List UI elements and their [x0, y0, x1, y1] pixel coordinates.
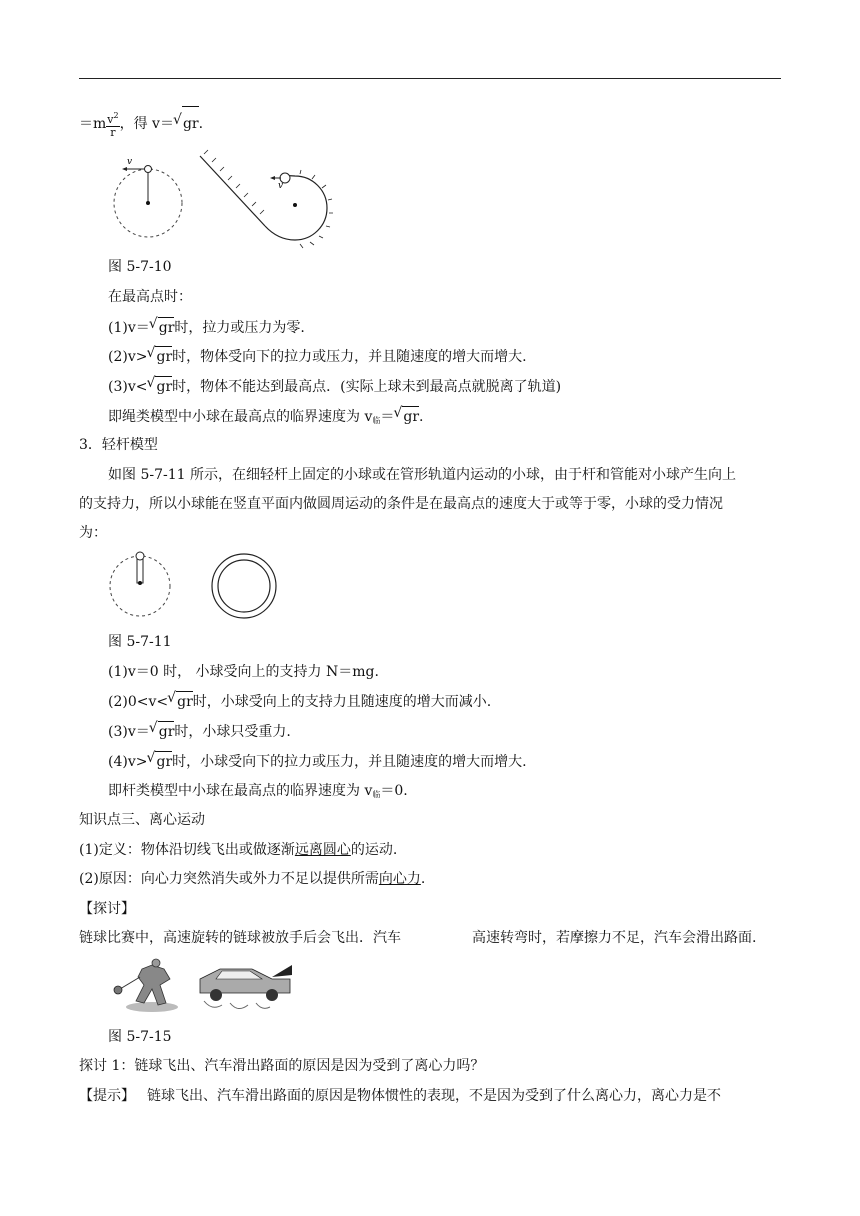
condition-1: (1)v＝0 时， 小球受向上的支持力 N＝mg.: [108, 664, 379, 680]
tube-outer: [212, 554, 276, 618]
discuss-tag: 【探讨】: [79, 901, 135, 917]
car-image: [200, 965, 292, 1009]
hammer-thrower-image: [114, 959, 178, 1012]
figure-caption: 图 5-7-10: [108, 259, 172, 275]
figure-caption: 图 5-7-15: [108, 1029, 172, 1045]
velocity-label-2: v: [278, 181, 284, 191]
paragraph: 如图 5-7-11 所示，在细轻杆上固定的小球或在管形轨道内运动的小球，由于杆和管能对小球产生向上: [108, 467, 736, 483]
question: 探讨 1：链球飞出、汽车滑出路面的原因是因为受到了离心力吗？: [79, 1058, 485, 1074]
paragraph: 为：: [79, 525, 107, 541]
conclusion: 即杆类模型中小球在最高点的临界速度为 $v_临=0$.: [108, 783, 408, 799]
paragraph: 在最高点时：: [108, 289, 192, 305]
section-heading: 3．轻杆模型: [79, 437, 158, 453]
condition-4: (4)v>√ gr时，小球受向下的拉力或压力，并且随速度的增大而增大.: [108, 751, 527, 772]
section-heading: 知识点三、离心运动: [79, 812, 205, 828]
header-rule: [79, 78, 781, 79]
condition-3: (3)v＝√ gr时，小球只受重力.: [108, 721, 291, 742]
hint: [79, 1086, 721, 1106]
figure-5-7-11: [104, 550, 284, 622]
cause: (2)原因：向心力突然消失或外力不足以提供所需向心力.: [79, 871, 426, 887]
fraction: $\frac{v^2}{r}$: [107, 110, 119, 139]
tube-inner: [218, 560, 270, 612]
hint-text: 链球飞出、汽车滑出路面的原因是物体惯性的表现，不是因为受到了什么离心力，离心力是不: [147, 1088, 721, 1104]
condition-2: (2)v>√ gr时，物体受向下的拉力或压力，并且随速度的增大而增大.: [108, 346, 527, 367]
velocity-label: v: [127, 157, 133, 167]
figure-5-7-10: [100, 148, 350, 248]
track-ramp: [200, 156, 265, 226]
rod: [137, 557, 143, 583]
hint-tag: 【提示】: [79, 1088, 135, 1104]
track-loop: [265, 176, 327, 240]
paragraph: 的支持力，所以小球能在竖直平面内做圆周运动的条件是在最高点的速度大于或等于零，小球的受力情况: [79, 496, 723, 512]
paragraph: 链球比赛中，高速旋转的链球被放手后会飞出．汽车: [79, 930, 401, 946]
definition: (1)定义：物体沿切线飞出或做逐渐远离圆心的运动.: [79, 842, 398, 858]
condition-2: (2)0<v<√ gr时，小球受向上的支持力且随速度的增大而减小.: [108, 691, 491, 712]
condition-3: (3)v<√ gr时，物体不能达到最高点．(实际上球未到最高点就脱离了轨道): [108, 376, 561, 397]
formula-line: ＝m $\frac{v^2}{r}$ ，得 v＝√ gr.: [79, 106, 203, 141]
figure-caption: 图 5-7-11: [108, 634, 172, 650]
condition-1: (1)v＝√ gr时，拉力或压力为零.: [108, 317, 305, 338]
figure-5-7-15: [112, 955, 292, 1017]
paragraph: 高速转弯时，若摩擦力不足，汽车会滑出路面.: [472, 930, 757, 946]
conclusion: 即绳类模型中小球在最高点的临界速度为 $v_临=√$ gr.: [108, 406, 423, 431]
center-dot: [146, 201, 150, 205]
